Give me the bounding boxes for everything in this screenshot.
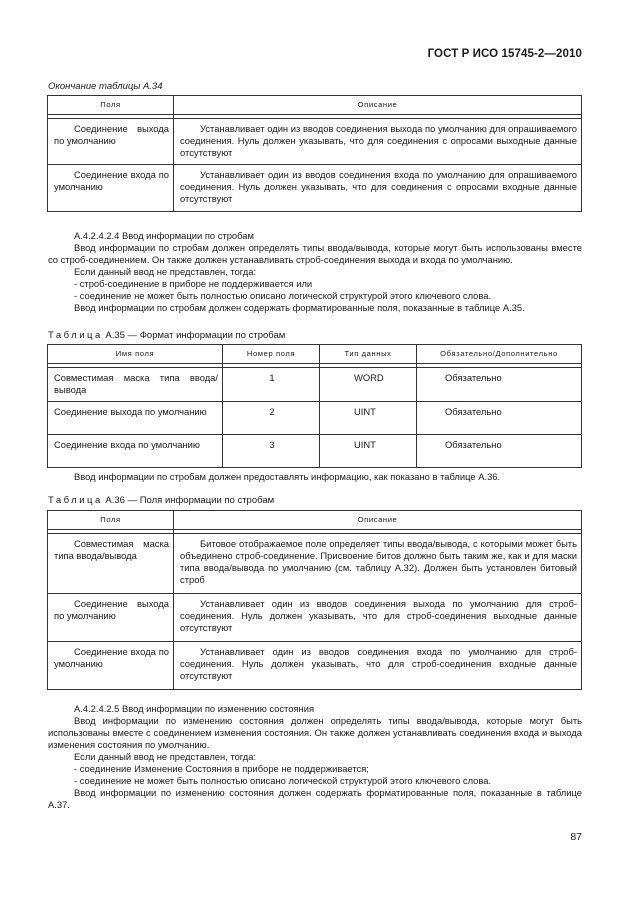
field-name: Соединение выхода по умолчанию bbox=[54, 598, 169, 621]
field-name: Соединение выхода по умолчанию bbox=[54, 123, 169, 146]
field-number: 1 bbox=[223, 368, 320, 402]
field-description: Устанавливает один из вводов соединения выхода по умолчанию для опрашиваемого соединения. Нуль должен указывать, что для соединения с опросами выходные данные отсутствуют bbox=[180, 123, 577, 158]
field-description: Устанавливает один из вводов соединения входа по умолчанию для опрашиваемого соединения. Нуль должен указывать, что для соединения с опросами входные данные отсутствуют bbox=[180, 169, 577, 204]
table-a35-caption bbox=[48, 330, 285, 341]
table-row bbox=[48, 594, 582, 642]
paragraph: Ввод информации по изменению состояния должен содержать форматированные поля, показанные в таблице А.37. bbox=[48, 787, 582, 810]
table-row bbox=[48, 402, 582, 435]
field-type: UINT bbox=[320, 435, 417, 468]
column-header: Поля bbox=[48, 96, 174, 115]
table-row bbox=[48, 165, 582, 212]
page-number: 87 bbox=[570, 831, 582, 843]
table-row bbox=[48, 368, 582, 402]
table-a34-caption: Окончание таблицы А.34 bbox=[48, 81, 163, 92]
table-row bbox=[48, 642, 582, 690]
caption-text: А.36 — Поля информации по стробам bbox=[105, 495, 275, 506]
list-item: - соединение Изменение Состояния в приборе не поддерживается; bbox=[74, 763, 369, 774]
table-a36-caption bbox=[48, 495, 274, 506]
list-item: - соединение не может быть полностью описано логической структурой этого ключевого слова. bbox=[74, 775, 492, 786]
paragraph: Если данный ввод не представлен, тогда: bbox=[74, 751, 257, 762]
paragraph: Ввод информации по стробам должен содержать форматированные поля, показанные в таблице А.35. bbox=[74, 302, 525, 313]
field-name: Соединение входа по умолчанию bbox=[54, 169, 169, 192]
caption-prefix: Таблица bbox=[48, 495, 103, 506]
table-a34 bbox=[47, 95, 582, 212]
paragraph: Если данный ввод не представлен, тогда: bbox=[74, 266, 257, 277]
field-description: Устанавливает один из вводов соединения выхода по умолчанию для строб-соединения. Нуль должен указывать, что для строб-соединения выходные данные отсутствуют bbox=[180, 598, 577, 633]
field-requirement: Обязательно bbox=[417, 368, 582, 402]
document-header: ГОСТ Р ИСО 15745-2—2010 bbox=[427, 48, 582, 60]
field-requirement: Обязательно bbox=[417, 435, 582, 468]
table-a35 bbox=[47, 344, 582, 468]
section-heading: А.4.2.4.2.4 Ввод информации по стробам bbox=[74, 230, 254, 241]
field-description: Битовое отображаемое поле определяет типы ввода/вывода, с которыми может быть объединено строб-соединение. Присвоение битов должно быть таким же, как и для маски типа ввода/вывода по умолчанию (см. таблицу А.32). Должен быть установлен битовый строб bbox=[180, 538, 577, 585]
list-item: - соединение не может быть полностью описано логической структурой этого ключевого слова. bbox=[74, 290, 492, 301]
column-header: Номер поля bbox=[223, 345, 320, 364]
field-name: Совместимая маска типа ввода/вывода bbox=[48, 368, 223, 402]
table-row bbox=[48, 119, 582, 165]
field-number: 3 bbox=[223, 435, 320, 468]
paragraph: Ввод информации по стробам должен определять типы ввода/вывода, которые могут быть использованы вместе со строб-соединением. Он также должен устанавливать строб-соединения выхода и входа по умолчанию. bbox=[48, 242, 582, 265]
field-type: UINT bbox=[320, 402, 417, 435]
caption-text: А.35 — Формат информации по стробам bbox=[105, 330, 286, 341]
field-name: Совместимая маска типа ввода/вывода bbox=[54, 538, 169, 561]
field-description: Устанавливает один из вводов соединения входа по умолчанию для строб-соединения. Нуль должен указывать, что для строб-соединения входные данные отсутствуют bbox=[180, 646, 577, 681]
field-type: WORD bbox=[320, 368, 417, 402]
field-requirement: Обязательно bbox=[417, 402, 582, 435]
column-header: Описание bbox=[174, 511, 582, 530]
field-number: 2 bbox=[223, 402, 320, 435]
column-header: Обязательно/Дополнительно bbox=[417, 345, 582, 364]
table-a36 bbox=[47, 510, 582, 690]
section-change-of-state bbox=[48, 703, 582, 811]
field-name: Соединение выхода по умолчанию bbox=[48, 402, 223, 435]
column-header: Имя поля bbox=[48, 345, 223, 364]
table-a36-reference bbox=[48, 471, 582, 483]
table-row bbox=[48, 534, 582, 594]
list-item: - строб-соединение в приборе не поддерживается или bbox=[74, 278, 313, 289]
table-row bbox=[48, 435, 582, 468]
field-name: Соединение входа по умолчанию bbox=[54, 646, 169, 669]
column-header: Поля bbox=[48, 511, 174, 530]
column-header: Описание bbox=[174, 96, 582, 115]
column-header: Тип данных bbox=[320, 345, 417, 364]
section-heading: А.4.2.4.2.5 Ввод информации по изменению состояния bbox=[74, 703, 315, 714]
paragraph: Ввод информации по стробам должен предоставлять информацию, как показано в таблице А.36. bbox=[74, 471, 501, 482]
field-name: Соединение входа по умолчанию bbox=[48, 435, 223, 468]
caption-prefix: Таблица bbox=[48, 330, 103, 341]
paragraph: Ввод информации по изменению состояния должен определять типы ввода/вывода, которые могут быть использованы вместе с соединением изменения состояния. Он также должен устанавливать соединения входа и выхода изменения состояния по умолчанию. bbox=[48, 715, 582, 750]
section-strobe bbox=[48, 230, 582, 314]
